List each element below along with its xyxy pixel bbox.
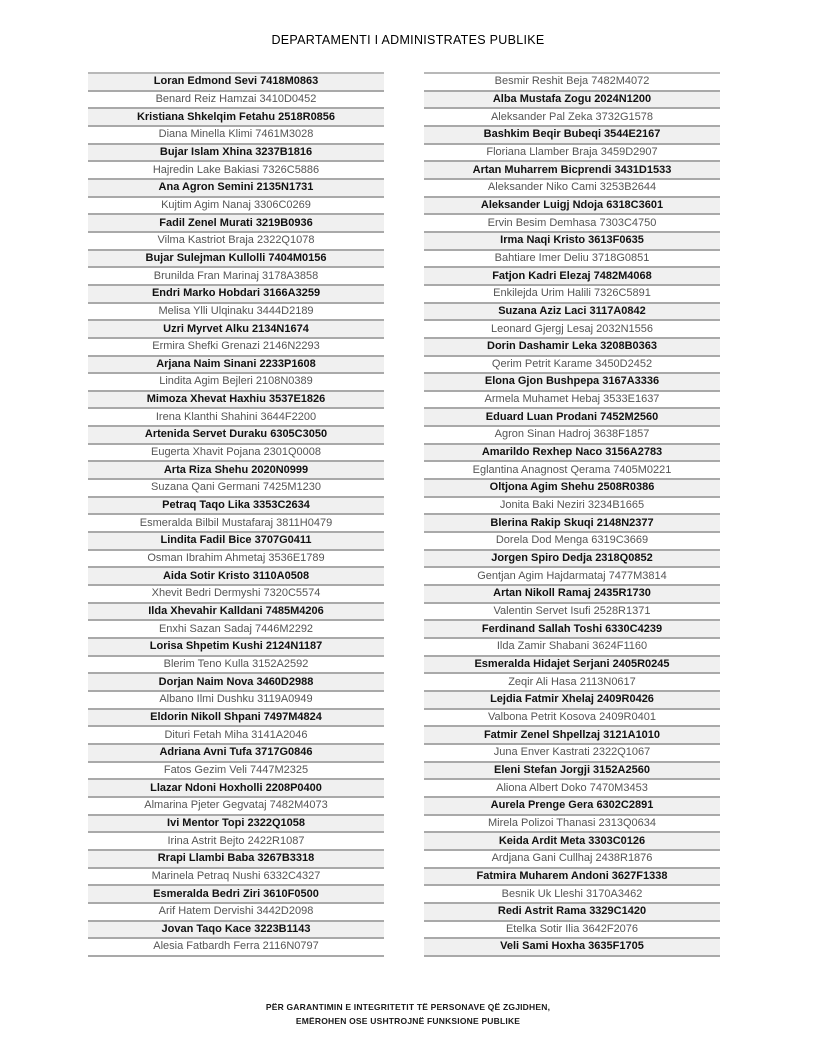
list-item: Dituri Fetah Miha 3141A2046	[88, 727, 384, 745]
list-item: Kristiana Shkelqim Fetahu 2518R0856	[88, 109, 384, 127]
list-item: Esmeralda Hidajet Serjani 2405R0245	[424, 657, 720, 675]
list-item: Eglantina Anagnost Qerama 7405M0221	[424, 462, 720, 480]
list-item: Arta Riza Shehu 2020N0999	[88, 462, 384, 480]
list-item: Rrapi Llambi Baba 3267B3318	[88, 851, 384, 869]
page-title: DEPARTAMENTI I ADMINISTRATES PUBLIKE	[271, 33, 545, 47]
list-item: Ermira Shefki Grenazi 2146N2293	[88, 339, 384, 357]
list-item: Eldorin Nikoll Shpani 7497M4824	[88, 710, 384, 728]
list-item: Aida Sotir Kristo 3110A0508	[88, 568, 384, 586]
list-item: Irena Klanthi Shahini 3644F2200	[88, 409, 384, 427]
list-item: Alba Mustafa Zogu 2024N1200	[424, 92, 720, 110]
list-item: Eugerta Xhavit Pojana 2301Q0008	[88, 445, 384, 463]
list-item: Lindita Fadil Bice 3707G0411	[88, 533, 384, 551]
list-item: Amarildo Rexhep Naco 3156A2783	[424, 445, 720, 463]
list-item: Artenida Servet Duraku 6305C3050	[88, 427, 384, 445]
list-item: Irma Naqi Kristo 3613F0635	[424, 233, 720, 251]
list-item: Diana Minella Klimi 7461M3028	[88, 127, 384, 145]
list-item: Juna Enver Kastrati 2322Q1067	[424, 745, 720, 763]
list-item: Mirela Polizoi Thanasi 2313Q0634	[424, 816, 720, 834]
list-item: Bujar Sulejman Kullolli 7404M0156	[88, 251, 384, 269]
list-item: Keida Ardit Meta 3303C0126	[424, 833, 720, 851]
list-item: Jovan Taqo Kace 3223B1143	[88, 922, 384, 940]
list-item: Arif Hatem Dervishi 3442D2098	[88, 904, 384, 922]
list-item: Lindita Agim Bejleri 2108N0389	[88, 374, 384, 392]
list-item: Etelka Sotir Ilia 3642F2076	[424, 922, 720, 940]
list-item: Aleksander Niko Cami 3253B2644	[424, 180, 720, 198]
list-item: Leonard Gjergj Lesaj 2032N1556	[424, 321, 720, 339]
list-item: Esmeralda Bilbil Mustafaraj 3811H0479	[88, 515, 384, 533]
list-item: Alesia Fatbardh Ferra 2116N0797	[88, 939, 384, 957]
list-item: Suzana Qani Germani 7425M1230	[88, 480, 384, 498]
list-item: Besnik Uk Lleshi 3170A3462	[424, 886, 720, 904]
list-item: Dorjan Naim Nova 3460D2988	[88, 674, 384, 692]
list-item: Ilda Xhevahir Kalldani 7485M4206	[88, 604, 384, 622]
list-item: Veli Sami Hoxha 3635F1705	[424, 939, 720, 957]
footer-line-1: PËR GARANTIMIN E INTEGRITETIT TË PERSONAVE QË ZGJIDHEN,	[265, 1002, 551, 1012]
list-item: Lejdia Fatmir Xhelaj 2409R0426	[424, 692, 720, 710]
name-column-left	[88, 72, 384, 957]
list-item: Zeqir Ali Hasa 2113N0617	[424, 674, 720, 692]
list-item: Adriana Avni Tufa 3717G0846	[88, 745, 384, 763]
list-item: Enkilejda Urim Halili 7326C5891	[424, 286, 720, 304]
footer-line-2: EMËROHEN OSE USHTROJNË FUNKSIONE PUBLIKE	[295, 1016, 521, 1026]
list-item: Xhevit Bedri Dermyshi 7320C5574	[88, 586, 384, 604]
list-item: Irina Astrit Bejto 2422R1087	[88, 833, 384, 851]
list-item: Fadil Zenel Murati 3219B0936	[88, 215, 384, 233]
list-item: Artan Nikoll Ramaj 2435R1730	[424, 586, 720, 604]
list-item: Floriana Llamber Braja 3459D2907	[424, 145, 720, 163]
list-item: Ferdinand Sallah Toshi 6330C4239	[424, 621, 720, 639]
list-item: Oltjona Agim Shehu 2508R0386	[424, 480, 720, 498]
list-item: Bahtiare Imer Deliu 3718G0851	[424, 251, 720, 269]
list-item: Suzana Aziz Laci 3117A0842	[424, 304, 720, 322]
list-item: Brunilda Fran Marinaj 3178A3858	[88, 268, 384, 286]
list-item: Ivi Mentor Topi 2322Q1058	[88, 816, 384, 834]
list-item: Aurela Prenge Gera 6302C2891	[424, 798, 720, 816]
list-item: Vilma Kastriot Braja 2322Q1078	[88, 233, 384, 251]
list-item: Loran Edmond Sevi 7418M0863	[88, 74, 384, 92]
list-item: Valbona Petrit Kosova 2409R0401	[424, 710, 720, 728]
list-item: Enxhi Sazan Sadaj 7446M2292	[88, 621, 384, 639]
list-item: Jonita Baki Neziri 3234B1665	[424, 498, 720, 516]
list-item: Jorgen Spiro Dedja 2318Q0852	[424, 551, 720, 569]
list-item: Bashkim Beqir Bubeqi 3544E2167	[424, 127, 720, 145]
list-item: Kujtim Agim Nanaj 3306C0269	[88, 198, 384, 216]
list-item: Hajredin Lake Bakiasi 7326C5886	[88, 162, 384, 180]
list-item: Dorin Dashamir Leka 3208B0363	[424, 339, 720, 357]
list-item: Lorisa Shpetim Kushi 2124N1187	[88, 639, 384, 657]
list-item: Blerim Teno Kulla 3152A2592	[88, 657, 384, 675]
list-item: Uzri Myrvet Alku 2134N1674	[88, 321, 384, 339]
list-item: Blerina Rakip Skuqi 2148N2377	[424, 515, 720, 533]
name-column-right	[424, 72, 720, 957]
list-item: Ilda Zamir Shabani 3624F1160	[424, 639, 720, 657]
list-item: Gentjan Agim Hajdarmataj 7477M3814	[424, 568, 720, 586]
list-item: Petraq Taqo Lika 3353C2634	[88, 498, 384, 516]
list-item: Armela Muhamet Hebaj 3533E1637	[424, 392, 720, 410]
list-item: Dorela Dod Menga 6319C3669	[424, 533, 720, 551]
list-item: Eduard Luan Prodani 7452M2560	[424, 409, 720, 427]
list-item: Fatmir Zenel Shpellzaj 3121A1010	[424, 727, 720, 745]
list-item: Almarina Pjeter Gegvataj 7482M4073	[88, 798, 384, 816]
list-item: Aleksander Pal Zeka 3732G1578	[424, 109, 720, 127]
list-item: Ana Agron Semini 2135N1731	[88, 180, 384, 198]
list-item: Melisa Ylli Ulqinaku 3444D2189	[88, 304, 384, 322]
list-item: Eleni Stefan Jorgji 3152A2560	[424, 763, 720, 781]
list-item: Fatos Gezim Veli 7447M2325	[88, 763, 384, 781]
list-item: Esmeralda Bedri Ziri 3610F0500	[88, 886, 384, 904]
list-item: Redi Astrit Rama 3329C1420	[424, 904, 720, 922]
list-item: Bujar Islam Xhina 3237B1816	[88, 145, 384, 163]
list-item: Ervin Besim Demhasa 7303C4750	[424, 215, 720, 233]
list-item: Osman Ibrahim Ahmetaj 3536E1789	[88, 551, 384, 569]
list-item: Agron Sinan Hadroj 3638F1857	[424, 427, 720, 445]
list-item: Aleksander Luigj Ndoja 6318C3601	[424, 198, 720, 216]
list-item: Endri Marko Hobdari 3166A3259	[88, 286, 384, 304]
list-item: Fatmira Muharem Andoni 3627F1338	[424, 869, 720, 887]
list-item: Marinela Petraq Nushi 6332C4327	[88, 869, 384, 887]
footer-note	[0, 1000, 816, 1028]
list-item: Ardjana Gani Cullhaj 2438R1876	[424, 851, 720, 869]
list-item: Albano Ilmi Dushku 3119A0949	[88, 692, 384, 710]
list-item: Mimoza Xhevat Haxhiu 3537E1826	[88, 392, 384, 410]
list-item: Aliona Albert Doko 7470M3453	[424, 780, 720, 798]
name-lists	[88, 72, 720, 957]
list-item: Benard Reiz Hamzai 3410D0452	[88, 92, 384, 110]
list-item: Arjana Naim Sinani 2233P1608	[88, 357, 384, 375]
list-item: Artan Muharrem Bicprendi 3431D1533	[424, 162, 720, 180]
list-item: Elona Gjon Bushpepa 3167A3336	[424, 374, 720, 392]
list-item: Valentin Servet Isufi 2528R1371	[424, 604, 720, 622]
list-item: Fatjon Kadri Elezaj 7482M4068	[424, 268, 720, 286]
list-item: Qerim Petrit Karame 3450D2452	[424, 357, 720, 375]
list-item: Llazar Ndoni Hoxholli 2208P0400	[88, 780, 384, 798]
list-item: Besmir Reshit Beja 7482M4072	[424, 74, 720, 92]
